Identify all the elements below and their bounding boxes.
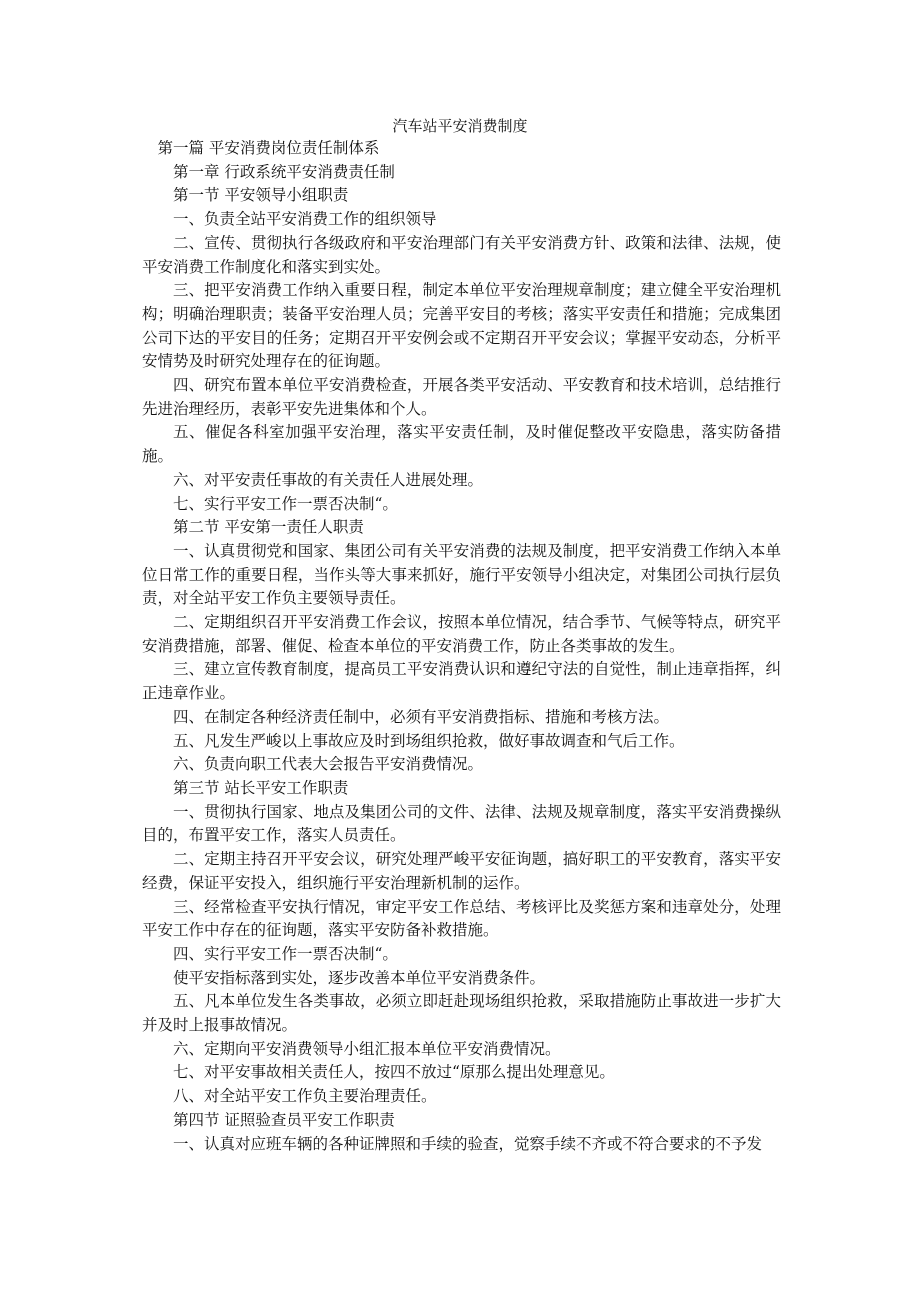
paragraph: 三、把平安消费工作纳入重要日程，制定本单位平安治理规章制度；建立健全平安治理机构；明确治理职责；装备平安治理人员；完善平安目的考核；落实平安责任和措施；完成集团公司下达的平安目的任务；定期召开平安例会或不定期召开平安会议；掌握平安动态，分析平安情势及时研究处理存在的征询题。 <box>142 281 781 371</box>
paragraph: 四、在制定各种经济责任制中，必须有平安消费指标、措施和考核方法。 <box>173 707 670 726</box>
paragraph: 一、认真贯彻党和国家、集团公司有关平安消费的法规及制度，把平安消费工作纳入本单位日常工作的重要日程，当作头等大事来抓好，施行平安领导小组决定，对集团公司执行层负责，对全站平安工作负主要领导责任。 <box>142 541 781 608</box>
section-heading: 第三节 站长平安工作职责 <box>173 778 349 797</box>
paragraph: 二、宣传、贯彻执行各级政府和平安治理部门有关平安消费方针、政策和法律、法规，使平安消费工作制度化和落实到实处。 <box>142 233 781 276</box>
section-heading: 第二节 平安第一责任人职责 <box>173 518 364 537</box>
section-heading: 第四节 证照验查员平安工作职责 <box>173 1110 395 1129</box>
paragraph: 四、研究布置本单位平安消费检查，开展各类平安活动、平安教育和技术培训，总结推行先进治理经历，表彰平安先进集体和个人。 <box>142 376 781 418</box>
paragraph: 五、催促各科室加强平安治理，落实平安责任制，及时催促整改平安隐患，落实防备措施。 <box>142 423 781 466</box>
paragraph: 六、负责向职工代表大会报告平安消费情况。 <box>173 755 484 774</box>
paragraph: 七、对平安事故相关责任人，按四不放过“原那么提出处理意见。 <box>173 1063 615 1082</box>
paragraph: 一、贯彻执行国家、地点及集团公司的文件、法律、法规及规章制度，落实平安消费操纵目的，布置平安工作，落实人员责任。 <box>142 802 781 845</box>
paragraph: 八、对全站平安工作负主要治理责任。 <box>173 1087 437 1106</box>
section-heading: 第一节 平安领导小组职责 <box>173 186 349 205</box>
paragraph: 五、凡发生严峻以上事故应及时到场组织抢救，做好事故调查和气后工作。 <box>173 731 685 750</box>
chapter-heading: 第一章 行政系统平安消费责任制 <box>173 162 395 181</box>
paragraph: 一、负责全站平安消费工作的组织领导 <box>173 210 437 229</box>
paragraph: 四、实行平安工作一票否决制“。 <box>173 944 398 963</box>
paragraph: 二、定期组织召开平安消费工作会议，按照本单位情况，结合季节、气候等特点，研究平安消费措施，部署、催促、检查本单位的平安消费工作，防止各类事故的发生。 <box>142 613 781 655</box>
paragraph: 六、定期向平安消费领导小组汇报本单位平安消费情况。 <box>173 1039 561 1058</box>
paragraph: 使平安指标落到实处，逐步改善本单位平安消费条件。 <box>173 968 546 987</box>
paragraph: 二、定期主持召开平安会议，研究处理严峻平安征询题，搞好职工的平安教育，落实平安经费，保证平安投入，组织施行平安治理新机制的运作。 <box>142 850 781 892</box>
paragraph: 一、认真对应班车辆的各种证牌照和手续的验查，觉察手续不齐或不符合要求的不予发 <box>173 1134 763 1153</box>
document-body <box>142 137 781 1156</box>
paragraph: 三、建立宣传教育制度，提高员工平安消费认识和遵纪守法的自觉性，制止违章指挥，纠正违章作业。 <box>142 660 781 703</box>
document-title: 汽车站平安消费制度 <box>392 117 528 135</box>
paragraph: 三、经常检查平安执行情况，审定平安工作总结、考核评比及奖惩方案和违章处分，处理平安工作中存在的征询题，落实平安防备补救措施。 <box>142 897 781 940</box>
part-heading: 第一篇 平安消费岗位责任制体系 <box>157 139 380 157</box>
paragraph: 五、凡本单位发生各类事故，必须立即赶赴现场组织抢救，采取措施防止事故进一步扩大并及时上报事故情况。 <box>142 992 781 1035</box>
paragraph: 六、对平安责任事故的有关责任人进展处理。 <box>173 470 484 489</box>
paragraph: 七、实行平安工作一票否决制“。 <box>173 494 398 513</box>
